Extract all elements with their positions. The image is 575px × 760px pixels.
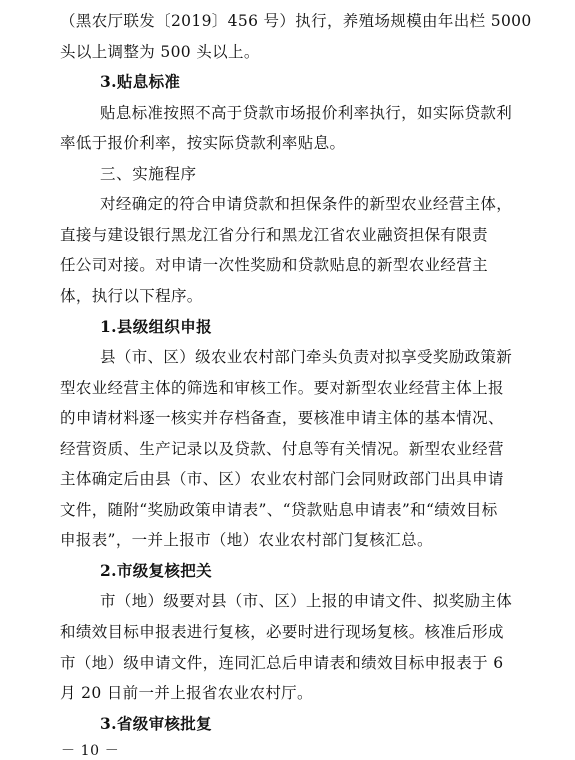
body-text-line: 对经确定的符合申请贷款和担保条件的新型农业经营主体， — [100, 195, 513, 213]
body-text-line: 和绩效目标申报表进行复核，必要时进行现场复核。核准后形成 — [60, 623, 504, 641]
body-text-line: 申报表”，一并上报市（地）农业农村部门复核汇总。 — [60, 531, 433, 549]
body-text-line: 主体确定后由县（市、区）农业农村部门会同财政部门出具申请 — [60, 470, 504, 488]
subsection-heading-county-application: 1.县级组织申报 — [100, 317, 212, 336]
subsection-heading-city-review: 2.市级复核把关 — [100, 561, 212, 580]
body-text-line: 文件，随附“奖励政策申请表”、“贷款贴息申请表”和“绩效目标 — [60, 501, 498, 519]
body-text-line: 头以上调整为 500 头以上。 — [60, 43, 260, 61]
body-text-line: （黑农厅联发〔2019〕456 号）执行，养殖场规模由年出栏 5000 — [60, 12, 532, 30]
body-text-line: 市（地）级申请文件，连同汇总后申请表和绩效目标申报表于 6 — [60, 654, 504, 672]
page-number: － 10 － — [61, 743, 120, 759]
body-text-line: 月 20 日前一并上报省农业农村厅。 — [60, 684, 313, 702]
body-text-line: 体，执行以下程序。 — [60, 287, 203, 305]
body-text-line: 率低于报价利率，按实际贷款利率贴息。 — [60, 134, 346, 152]
body-text-line: 经营资质、生产记录以及贷款、付息等有关情况。新型农业经营 — [60, 440, 504, 458]
body-text-line: 直接与建设银行黑龙江省分行和黑龙江省农业融资担保有限责 — [60, 226, 488, 244]
body-text-line: 贴息标准按照不高于贷款市场报价利率执行，如实际贷款利 — [100, 104, 513, 122]
section-heading-implementation-procedure: 三、实施程序 — [100, 165, 197, 183]
body-text-line: 任公司对接。对申请一次性奖励和贷款贴息的新型农业经营主 — [60, 256, 488, 274]
body-text-line: 市（地）级要对县（市、区）上报的申请文件、拟奖励主体 — [100, 592, 513, 610]
body-text-line: 型农业经营主体的筛选和审核工作。要对新型农业经营主体上报 — [60, 379, 504, 397]
subsection-heading-provincial-approval: 3.省级审核批复 — [100, 714, 212, 733]
subsection-heading-interest-subsidy-standard: 3.贴息标准 — [100, 72, 181, 91]
body-text-line: 的申请材料逐一核实并存档备查，要核准申请主体的基本情况、 — [60, 409, 504, 427]
body-text-line: 县（市、区）级农业农村部门牵头负责对拟享受奖励政策新 — [100, 348, 513, 366]
